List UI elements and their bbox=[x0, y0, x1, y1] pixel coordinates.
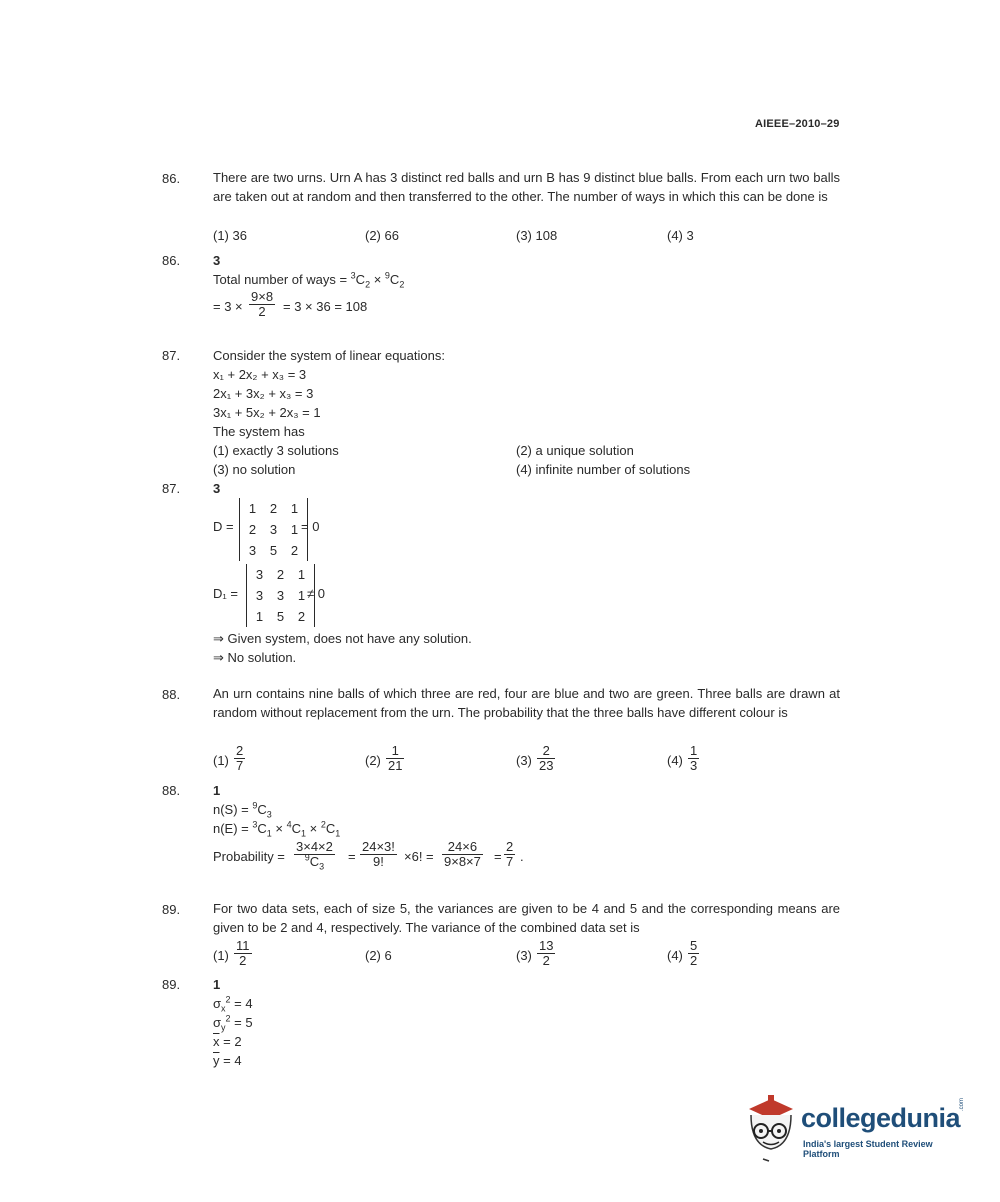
logo-wordmark: collegedunia bbox=[801, 1103, 961, 1133]
question-88-option-4-fraction: 1 3 bbox=[690, 743, 698, 773]
question-87-option-4: (4) infinite number of solutions bbox=[516, 462, 691, 477]
question-86-option-1: (1) 36 bbox=[213, 228, 247, 243]
answer-88-multiplier: ×6! = bbox=[404, 849, 434, 864]
logo-tagline: India's largest Student Review Platform bbox=[803, 1139, 933, 1159]
question-87-equation-3: 3x₁ + 5x₂ + 2x₃ = 1 bbox=[213, 405, 321, 420]
answer-88-period: . bbox=[520, 849, 524, 864]
answer-88-fraction-2: 24×3! 9! bbox=[362, 839, 395, 869]
question-88-option-3-fraction: 2 23 bbox=[539, 743, 554, 773]
answer-88-number: 88. bbox=[162, 783, 181, 798]
answer-88-key: 1 bbox=[213, 783, 221, 798]
question-89-option-3-fraction: 13 2 bbox=[539, 938, 554, 968]
question-86-option-4: (4) 3 bbox=[667, 228, 694, 243]
answer-89-mean-y: $\overline{y} = 4$ bbox=[213, 1053, 242, 1068]
question-88-option-1-label: (1) bbox=[213, 753, 229, 768]
question-87-option-2: (2) a unique solution bbox=[516, 443, 634, 458]
question-88-option-2-fraction: 1 21 bbox=[388, 743, 403, 773]
answer-89-variance-y: $\sigma_y^2 = 5$ bbox=[213, 1013, 253, 1033]
question-87-option-3: (3) no solution bbox=[213, 462, 296, 477]
question-89-option-1-fraction: 11 2 bbox=[236, 938, 250, 968]
matrix-row: 2 3 1 bbox=[248, 522, 299, 537]
question-86-option-2: (2) 66 bbox=[365, 228, 399, 243]
question-87-intro: Consider the system of linear equations: bbox=[213, 348, 445, 363]
question-88-option-1-fraction: 2 7 bbox=[236, 743, 244, 773]
answer-86-fraction: 9×8 2 bbox=[251, 289, 274, 319]
answer-89-mean-x: $\overline{x} = 2$ bbox=[213, 1034, 242, 1049]
answer-88-probability-label: Probability = bbox=[213, 849, 285, 864]
matrix-row: 1 5 2 bbox=[255, 609, 306, 624]
answer-88-fraction-4: 2 7 bbox=[506, 839, 514, 869]
matrix-row: 3 5 2 bbox=[248, 543, 299, 558]
answer-87-d-label: D = bbox=[213, 519, 234, 534]
answer-88-fraction-3: 24×6 9×8×7 bbox=[444, 839, 481, 869]
question-89-option-2: (2) 6 bbox=[365, 948, 392, 963]
answer-87-number: 87. bbox=[162, 481, 181, 496]
question-88-option-4-label: (4) bbox=[667, 753, 683, 768]
question-89-option-1-label: (1) bbox=[213, 948, 229, 963]
answer-87-conclusion-1: ⇒ Given system, does not have any solution. bbox=[213, 631, 472, 646]
answer-88-fraction-1: 3×4×2 $^9C_3$ bbox=[296, 839, 333, 872]
question-88-number: 88. bbox=[162, 687, 181, 702]
answer-87-d1-label: D₁ = bbox=[213, 586, 238, 601]
question-89-option-4-label: (4) bbox=[667, 948, 683, 963]
mascot-icon bbox=[741, 1093, 799, 1165]
matrix-row: 3 2 1 bbox=[255, 567, 306, 582]
question-87-number: 87. bbox=[162, 348, 181, 363]
question-88-option-2-label: (2) bbox=[365, 753, 381, 768]
question-86-option-3: (3) 108 bbox=[516, 228, 558, 243]
answer-86-calc-result: = 3 × 36 = 108 bbox=[283, 299, 368, 314]
answer-87-d1-result: ≠ 0 bbox=[307, 586, 325, 601]
matrix-row: 3 3 1 bbox=[255, 588, 306, 603]
question-89-option-4-fraction: 5 2 bbox=[690, 938, 698, 968]
answer-89-key: 1 bbox=[213, 977, 221, 992]
question-87-option-1: (1) exactly 3 solutions bbox=[213, 443, 339, 458]
question-87-equation-2: 2x₁ + 3x₂ + x₃ = 3 bbox=[213, 386, 314, 401]
answer-86-calc-prefix: = 3 × bbox=[213, 299, 243, 314]
question-86-number: 86. bbox=[162, 171, 181, 186]
answer-86-total-ways: Total number of ways = $^3C_2 \times ^9C_2$ bbox=[213, 270, 405, 290]
question-86-text: There are two urns. Urn A has 3 distinct red balls and urn B has 9 distinct blue balls. From each urn two balls are taken out at random and then transferred to the other. The number of ways in which this can be done is bbox=[213, 170, 840, 204]
answer-87-determinant-d1 bbox=[246, 564, 315, 627]
answer-87-d-result: = 0 bbox=[301, 519, 320, 534]
question-89-text: For two data sets, each of size 5, the variances are given to be 4 and 5 and the corresponding means are given to be 2 and 4, respectively. The variance of the combined data set is bbox=[213, 901, 840, 935]
matrix-row: 1 2 1 bbox=[248, 501, 299, 516]
answer-87-conclusion-2: ⇒ No solution. bbox=[213, 650, 297, 665]
answer-88-equals-1: = bbox=[348, 849, 356, 864]
question-87-equation-1: x₁ + 2x₂ + x₃ = 3 bbox=[213, 367, 307, 382]
question-88-text: An urn contains nine balls of which three are red, four are blue and two are green. Three balls are drawn at random without replacement from the urn. The probability that the three balls have different colour is bbox=[213, 686, 840, 720]
collegedunia-logo bbox=[741, 1093, 971, 1165]
answer-86-key: 3 bbox=[213, 253, 221, 268]
page-header-label: AIEEE–2010–29 bbox=[755, 118, 840, 130]
question-88-option-3-label: (3) bbox=[516, 753, 532, 768]
answer-88-equals-2: = bbox=[494, 849, 502, 864]
answer-88-sample-space: $n(S) = ^9C_3$ bbox=[213, 800, 272, 820]
question-89-number: 89. bbox=[162, 902, 181, 917]
answer-86-number: 86. bbox=[162, 253, 181, 268]
answer-89-number: 89. bbox=[162, 977, 181, 992]
answer-89-variance-x: $\sigma_x^2 = 4$ bbox=[213, 994, 253, 1014]
question-89-option-3-label: (3) bbox=[516, 948, 532, 963]
logo-domain: .com bbox=[959, 1097, 965, 1111]
answer-87-key: 3 bbox=[213, 481, 221, 496]
answer-88-event: $n(E) = ^3C_1 \times ^4C_1 \times ^2C_1$ bbox=[213, 819, 341, 839]
answer-87-determinant-d bbox=[239, 498, 308, 561]
question-87-stem: The system has bbox=[213, 424, 305, 439]
